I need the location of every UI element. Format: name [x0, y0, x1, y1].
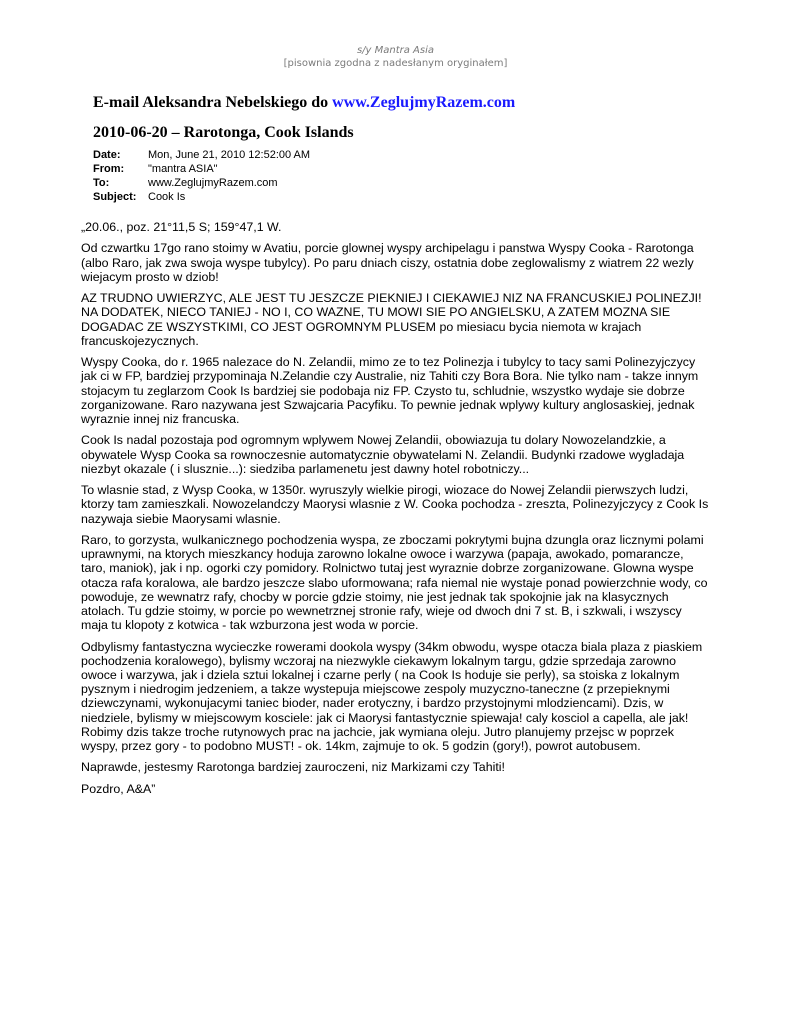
meta-key: To: — [93, 177, 110, 189]
body-paragraph: Pozdro, A&A” — [81, 781, 156, 796]
email-heading — [93, 93, 733, 113]
meta-key: Date: — [93, 149, 121, 161]
meta-key: Subject: — [93, 191, 137, 203]
body-paragraph: Od czwartku 17go rano stoimy w Avatiu, porcie glownej wyspy archipelagu i panstwa Wyspy Cooka - Rarotonga (albo Raro, jak zwa swoja wyspe tubylcy). Po paru dniach ciszy, ostatnia dobe zeglowalismy z wiatrem 22 wezly wiejacym prosto w dziob! — [81, 241, 694, 284]
meta-key: From: — [93, 163, 125, 175]
meta-value: "mantra ASIA" — [148, 163, 218, 175]
meta-row-to — [93, 176, 310, 190]
body-paragraph: Raro, to gorzysta, wulkanicznego pochodzenia wyspa, ze zboczami pokrytymi bujna dzungla oraz licznymi polami uprawnymi, na ktorych mieszkancy hoduja zarowno lokalne owoce i warzywa (papaja, awokado, pomarancze, taro, maniok), jak i np. ogorki czy pomidory. Rolnictwo tutaj jest wyraznie dobrze zorganizowane. Glowna wyspe otacza rafa koralowa, ale bardzo jeszcze slabo uformowana; rafa niemal nie wystaje ponad powierzchnie wody, co powoduje, ze wewnatrz rafy, chocby w porcie gdzie stoimy, nie jest jednak tak spokojnie jak na klasycznych atolach. Tu gdzie stoimy, w porcie po wewnetrznej stronie rafy, wieje od dwoch dni 7 st. B, i szkwali, i wszyscy maja tu klopoty z kotwica - tak wzburzona jest woda w porcie. — [81, 532, 708, 633]
body-paragraph: Cook Is nadal pozostaja pod ogromnym wplywem Nowej Zelandii, obowiazuja tu dolary Nowozelandzkie, a obywatele Wysp Cooka sa rownoczesnie automatycznie obywatelami N. Zelandii. Budynki rzadowe wygladaja niezbyt okazale ( i slusznie...): siedziba parlamenetu jest dawny hotel robotniczy... — [81, 433, 685, 476]
email-heading-link[interactable]: www.ZeglujmyRazem.com — [332, 94, 516, 111]
meta-value: www.ZeglujmyRazem.com — [148, 177, 278, 189]
meta-row-from — [93, 162, 310, 176]
document-header — [0, 44, 791, 70]
date-location-heading: 2010-06-20 – Rarotonga, Cook Islands — [93, 124, 354, 141]
meta-row-date — [93, 148, 310, 162]
body-paragraph: To wlasnie stad, z Wysp Cooka, w 1350r. wyruszyly wielkie pirogi, wiozace do Nowej Zelandii pierwszych ludzi, ktorzy tam zamieszkali. Nowozelandczy Maorysi wlasnie z W. Cooka pochodza - zreszta, Polinezyjczycy z Cook Is nazywaja siebie Maorysami wlasnie. — [81, 483, 709, 526]
header-note: [pisownia zgodna z nadesłanym oryginałem] — [283, 58, 508, 69]
meta-row-subject — [93, 190, 310, 204]
body-paragraph: „20.06., poz. 21°11,5 S; 159°47,1 W. — [81, 220, 282, 234]
body-paragraph: Naprawde, jestesmy Rarotonga bardziej zauroczeni, niz Markizami czy Tahiti! — [81, 760, 505, 775]
email-metadata — [93, 148, 310, 204]
header-title: s/y Mantra Asia — [356, 45, 435, 56]
body-paragraph: Wyspy Cooka, do r. 1965 nalezace do N. Zelandii, mimo ze to tez Polinezja i tubylcy to tacy sami Polinezyjczycy jak ci w FP, bardziej przypominaja N.Zelandie czy Australie, niz Tahiti czy Bora Bora. Nie tylko nam - takze innym stojacym tu zeglarzom Cook Is bardziej sie podobaja niz FP. Czysto tu, schludnie, wszystko wydaje sie dobrze zorganizowane. Raro nazywana jest Szwajcaria Pacyfiku. To pewnie jednak wplywy kultury anglosaskiej, jednak wyraznie innej niz francuska. — [81, 355, 699, 426]
meta-value: Mon, June 21, 2010 12:52:00 AM — [148, 149, 311, 161]
email-heading-prefix: E-mail Aleksandra Nebelskiego do — [93, 94, 333, 111]
body-paragraph: AZ TRUDNO UWIERZYC, ALE JEST TU JESZCZE PIEKNIEJ I CIEKAWIEJ NIZ NA FRANCUSKIEJ POLINEZJI! NA DODATEK, NIECO TANIEJ - NO I, CO WAZNE, TU MOWI SIE PO ANGIELSKU, A ZATEM MOZNA SIE DOGADAC ZE WSZYSTKIMI, CO JEST OGROMNYM PLUSEM po miesiacu bycia niemota w krajach francuskojezycznych. — [81, 291, 702, 348]
email-body — [81, 220, 709, 803]
meta-value: Cook Is — [148, 191, 186, 203]
body-paragraph: Odbylismy fantastyczna wycieczke rowerami dookola wyspy (34km obwodu, wyspe otacza biala plaza z piaskiem pochodzenia koralowego), bylismy wczoraj na niezwykle ciekawym lokalnym targu, gdzie sprzedaja zarowno owoce i warzywa, jak i dziela sztui lokalnej i czarne perly ( na Cook Is hoduje sie perly), sa stoiska z lokalnym pysznym i niedrogim jedzeniem, a takze wystepuja miejscowe zespoly muzyczno-taneczne (z przepieknymi dziewczynami, wykonujacymi taniec bioder, nader erotyczny, i bardzo przystojnymi mlodziencami). Dzis, w niedziele, bylismy w miejscowym kosciele: jak ci Maorysi fantastycznie spiewaja! caly kosciol a capella, ale jak! Robimy dzis takze troche rutynowych prac na jachcie, jak wymiana oleju. Jutro planujemy przejsc w poprzek wyspy, przez gory - to podobno MUST! - ok. 14km, zajmuje to ok. 5 godzin (gory!), powrot autobusem. — [81, 639, 703, 754]
